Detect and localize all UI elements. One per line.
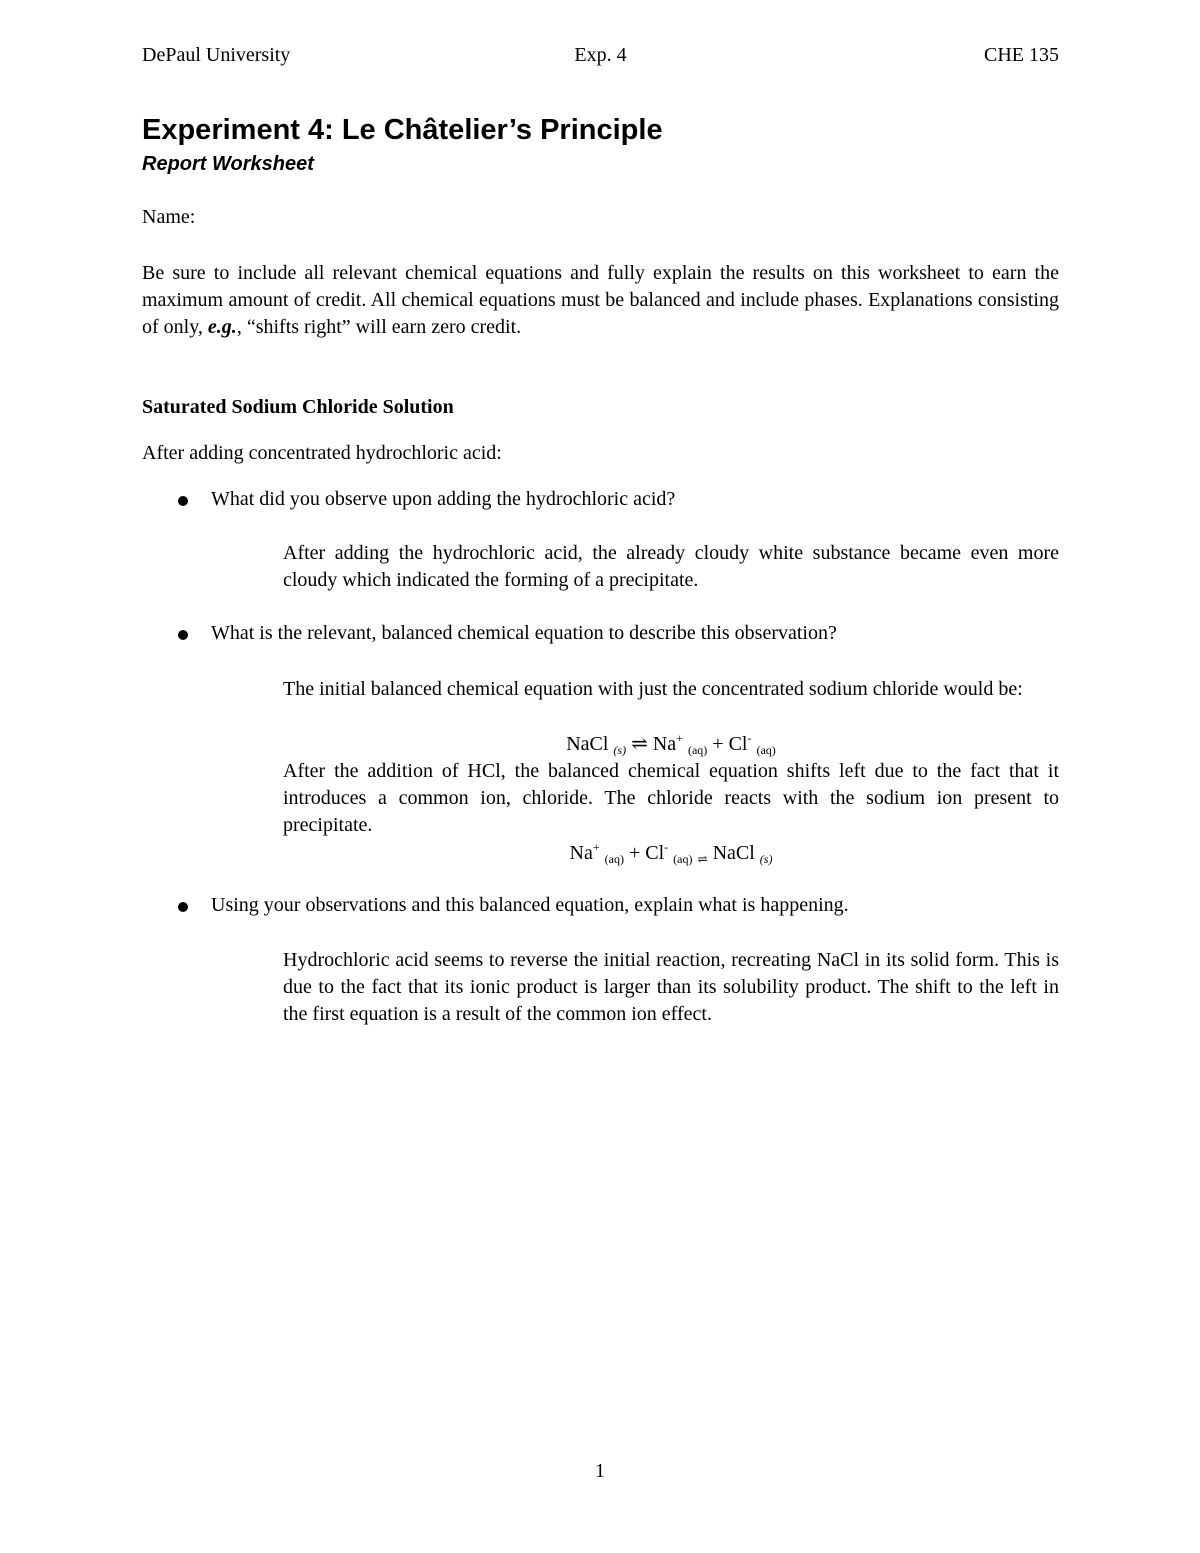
answer-paragraph: After the addition of HCl, the balanced chemical equation shifts left due to the fact that it introduces a common ion, chloride. The chloride reacts with the sodium ion present to precipitate. (283, 760, 1059, 836)
question-text: Using your observations and this balanced equation, explain what is happening. (211, 894, 849, 916)
eq-cl: Cl (728, 733, 748, 755)
eq-charge: - (747, 731, 752, 745)
bullet-icon (178, 902, 188, 912)
answer-paragraph: After adding the hydrochloric acid, the already cloudy white substance became even more cloudy which indicated the forming of a precipitate. (283, 542, 1059, 591)
eq-nacl: NaCl (712, 842, 755, 864)
name-label: Name: (142, 206, 196, 228)
eq-phase: (s) (613, 743, 627, 757)
question-text: What is the relevant, balanced chemical equation to describe this observation? (211, 622, 837, 644)
eq-plus: + (712, 733, 724, 755)
bullet-icon (178, 496, 188, 506)
answer-paragraph: Hydrochloric acid seems to reverse the initial reaction, recreating NaCl in its solid form. This is due to the fact that its ionic product is larger than its solubility product. The shift to the left in the first equation is a result of the common ion effect. (283, 949, 1059, 1025)
header-course: CHE 135 (984, 44, 1059, 66)
eq-na: Na (569, 842, 593, 864)
equation-dissolution (283, 731, 1059, 758)
bullet-icon (178, 630, 188, 640)
page-subtitle: Report Worksheet (142, 153, 314, 175)
section-heading: Saturated Sodium Chloride Solution (142, 396, 454, 418)
section-lead-text: After adding concentrated hydrochloric acid: (142, 442, 502, 464)
eq-phase: (aq) (604, 852, 624, 866)
question-text: What did you observe upon adding the hydrochloric acid? (211, 488, 676, 510)
header-university: DePaul University (142, 44, 291, 66)
page-header (142, 44, 1059, 72)
eq-cl: Cl (645, 842, 665, 864)
page-number: 1 (595, 1460, 605, 1482)
eq-phase: (aq) (756, 743, 776, 757)
eq-charge: - (664, 840, 669, 854)
eq-plus: + (628, 842, 641, 864)
eq-phase: (s) (759, 852, 773, 866)
eq-nacl: NaCl (566, 733, 609, 755)
equilibrium-arrow-icon: ⇌ (631, 733, 648, 755)
page-title: Experiment 4: Le Châtelier’s Principle (142, 114, 663, 146)
header-experiment: Exp. 4 (574, 44, 627, 66)
eq-na: Na (652, 733, 677, 755)
answer-intro: The initial balanced chemical equation with just the concentrated sodium chloride would be: (283, 678, 1023, 700)
equilibrium-arrow-icon: ⇌ (697, 852, 708, 866)
eq-charge: + (676, 731, 683, 745)
instructions-paragraph: Be sure to include all relevant chemical equations and fully explain the results on this worksheet to earn the maximum amount of credit. All chemical equations must be balanced and include phases. Explanations consisting of only, e.g., “shifts right” will earn zero credit. (142, 262, 1059, 338)
equation-precipitation (283, 840, 1059, 867)
eq-charge: + (592, 840, 600, 854)
eq-phase: (aq) (687, 743, 708, 757)
eq-phase: (aq) (673, 852, 693, 866)
